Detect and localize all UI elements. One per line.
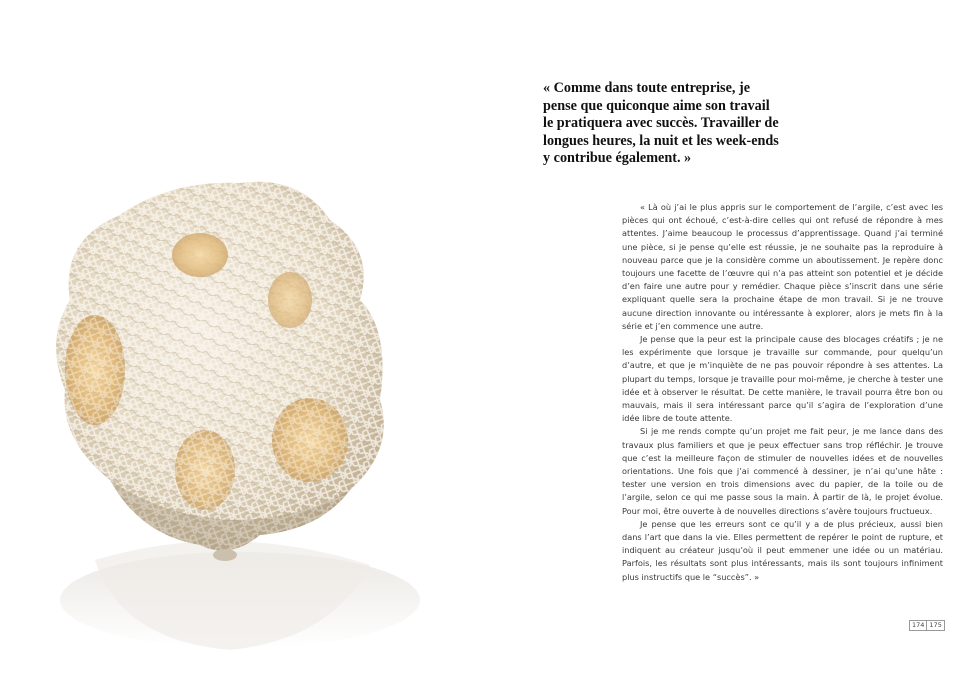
page-numbers xyxy=(909,620,945,631)
sculpture-photo xyxy=(0,0,490,655)
paragraph: Je pense que les erreurs sont ce qu’il y a de plus précieux, aussi bien dans l’art que dans la vie. Elles permettent de repérer le point de rupture, et indiquent au créateur jusqu’où il peut emmener une idée ou un matériau. Parfois, les résultats sont plus intéressants, mais ils sont toujours infiniment plus instructifs que le “succès”. » xyxy=(622,518,943,582)
pull-quote: « Comme dans toute entreprise, je pense que quiconque aime son travail le pratiquera avec succès. Travailler de longues heures, la nuit et les week-ends y contribue également. » xyxy=(543,80,779,167)
paragraph: Si je me rends compte qu’un projet me fait peur, je me lance dans des travaux plus familiers et que je peux effectuer sans trop réfléchir. Je trouve que c’est la meilleure façon de stimuler de nouvelles idées et de nouvelles orientations. Une fois que j’ai commencé à dessiner, je n’ai qu’une hâte : tester une version en trois dimensions avec du papier, de la toile ou de l’argile, selon ce qui me passe sous la main. À partir de là, le projet évolue. Pour moi, être ouverte à de nouvelles directions s’avère toujours fructueux. xyxy=(622,426,943,516)
paragraph: Je pense que la peur est la principale cause des blocages créatifs ; je ne les expérimente que lorsque je travaille sur commande, pour quelqu’un d’autre, et que je m’inquiète de ne pas pouvoir répondre à ses attentes. La plupart du temps, lorsque je travaille pour moi-même, je cherche à tester une idée et à observer le résultat. De cette manière, le travail pourra être bon ou mauvais, mais il sera intéressant parce qu’il s’agira de l’exploration d’une idée libre de toute attente. xyxy=(622,334,943,424)
page-number-right: 175 xyxy=(927,620,944,631)
paragraph: « Là où j’ai le plus appris sur le comportement de l’argile, c’est avec les pièces qui ont échoué, c’est-à-dire celles qui ont refusé de répondre à mes attentes. J’aime beaucoup le processus d’apprentissage. Quand j’ai terminé une pièce, si je pense qu’elle est réussie, je ne souhaite pas la reproduire à nouveau parce que je la considère comme un aboutissement. Je repère donc toujours une facette de l’œuvre qui n’a pas atteint son potentiel et je décide d’en faire une autre pour y remédier. Chaque pièce s’inscrit dans une série expliquant quelle sera la prochaine étape de mon travail. Si je ne trouve aucune direction innovante ou intéressante à explorer, alors je mets fin à la série et j’en commence une autre. xyxy=(622,202,943,331)
page-number-left: 174 xyxy=(909,620,927,631)
body-text xyxy=(622,201,943,584)
clay-sculpture-illustration xyxy=(0,0,490,655)
